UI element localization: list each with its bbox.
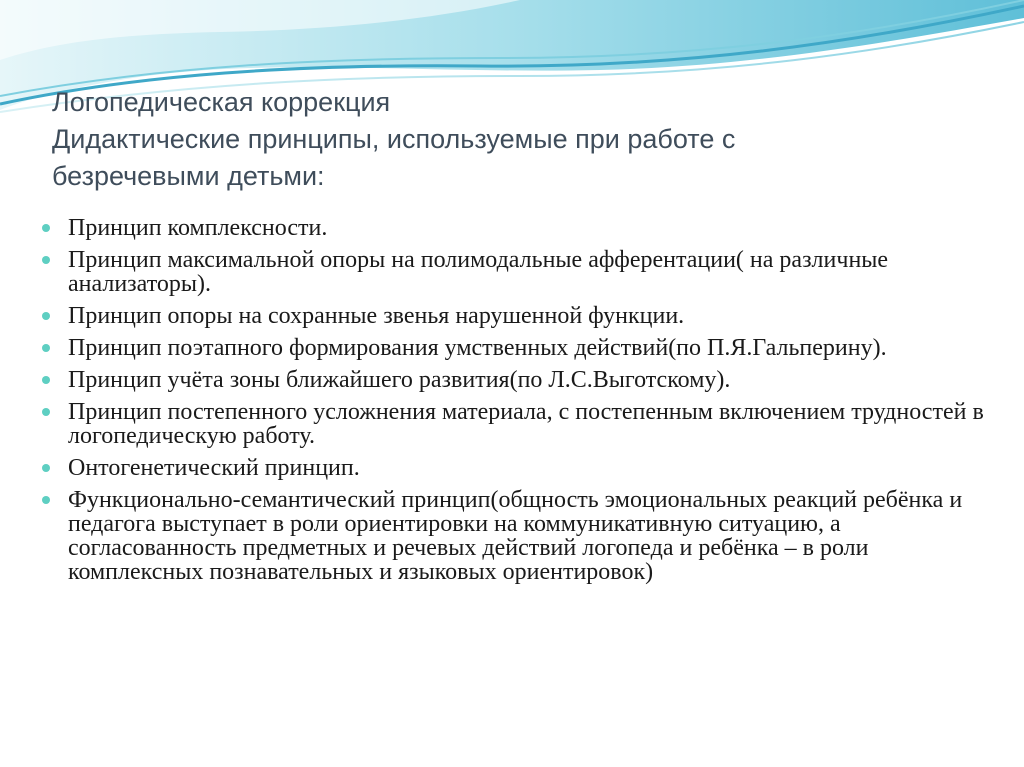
title-line-2: Дидактические принципы, используемые при работе с: [52, 124, 736, 154]
list-item-text: Принцип опоры на сохранные звенья нарушенной функции.: [68, 303, 685, 329]
list-item: [38, 216, 998, 240]
list-item-text: Онтогенетический принцип.: [68, 455, 360, 481]
list-item-text: Принцип комплексности.: [68, 215, 328, 241]
bullet-dot-icon: [42, 408, 50, 416]
list-item: [38, 400, 998, 448]
list-item-text: Принцип максимальной опоры на полимодальные афферентации( на различные анализаторы).: [68, 247, 889, 297]
bullet-dot-icon: [42, 224, 50, 232]
list-item: [38, 368, 998, 392]
bullet-dot-icon: [42, 344, 50, 352]
bullet-dot-icon: [42, 312, 50, 320]
title-line-3: безречевыми детьми:: [52, 161, 325, 191]
list-item-text: Принцип постепенного усложнения материала, с постепенным включением трудностей в логопедическую работу.: [68, 399, 984, 449]
list-item: [38, 304, 998, 328]
slide-title: [52, 84, 972, 195]
bullet-dot-icon: [42, 256, 50, 264]
list-item: [38, 336, 998, 360]
list-item: [38, 456, 998, 480]
list-item-text: Функционально-семантический принцип(общность эмоциональных реакций ребёнка и педагога выступает в роли ориентировки на коммуникативную ситуацию, а согласованность предметных и речевых действий логопеда и ребёнка – в роли комплексных познавательных и языковых ориентировок): [68, 487, 963, 585]
title-line-1: Логопедическая коррекция: [52, 87, 391, 117]
list-item-text: Принцип поэтапного формирования умственных действий(по П.Я.Гальперину).: [68, 335, 887, 361]
bullet-dot-icon: [42, 376, 50, 384]
list-item-text: Принцип учёта зоны ближайшего развития(по Л.С.Выготскому).: [68, 367, 731, 393]
bullet-dot-icon: [42, 464, 50, 472]
bullet-dot-icon: [42, 496, 50, 504]
principles-list: [38, 216, 998, 592]
list-item: [38, 488, 998, 584]
list-item: [38, 248, 998, 296]
